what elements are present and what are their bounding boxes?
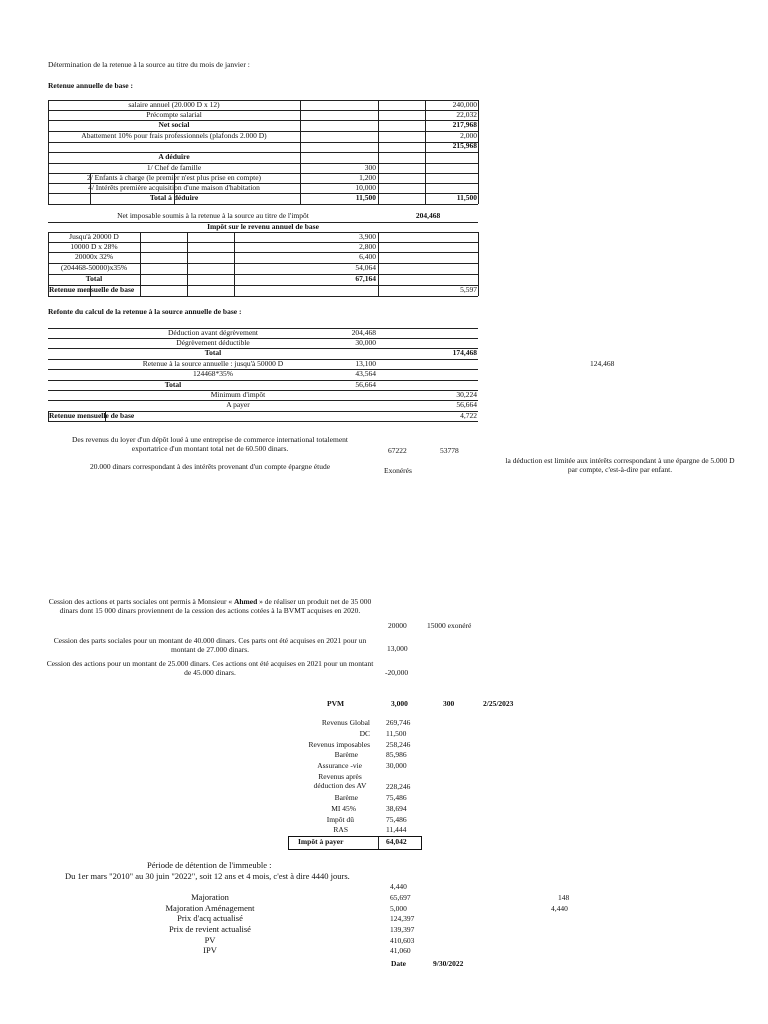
calc-label: Revenus Global	[321, 718, 370, 727]
immeuble-value: 41,060	[390, 946, 411, 955]
immeuble-value: 139,397	[390, 925, 415, 934]
exoneres-label: Exonérés	[384, 466, 412, 475]
refonte-row-value: 204,468	[351, 328, 376, 337]
deduction-label: 1/ Chef de famille	[146, 163, 202, 172]
row-label: Abattement 10% pour frais professionnels (plafonds 2.000 D)	[81, 131, 267, 140]
immeuble-value: 410,603	[390, 936, 415, 945]
bracket-label: 10000 D x 28%	[70, 242, 118, 251]
calc-value: 38,694	[386, 804, 407, 813]
bracket-value: 54,064	[355, 263, 376, 272]
monthly-retenue-value: 5,597	[460, 285, 477, 294]
immeuble-label: Majoration	[191, 892, 229, 902]
pvm-value-2: 300	[443, 699, 455, 708]
brackets-total-label: Total	[85, 274, 103, 283]
row-value: 217,968	[452, 120, 477, 129]
calc-value: 30,000	[386, 761, 407, 770]
calc-value: 75,486	[386, 793, 407, 802]
calc-label: Impôt dû	[326, 815, 354, 824]
side-value: 124,468	[590, 359, 615, 368]
side-value-4440: 4,440	[551, 904, 568, 913]
calc-value: 75,486	[386, 815, 407, 824]
calc-value: 11,500	[386, 729, 407, 738]
row-value: 22,032	[456, 110, 477, 119]
refonte-row-value: 30,000	[355, 338, 376, 347]
row-label: salaire annuel (20.000 D x 12)	[128, 100, 220, 109]
calc-label: DC	[359, 729, 370, 738]
impot-a-payer-value: 64,042	[386, 837, 407, 846]
bracket-value: 6,400	[359, 252, 376, 261]
immeuble-label: Prix de revient actualisé	[169, 924, 251, 934]
calc-value: 228,246	[386, 782, 411, 791]
date-value: 9/30/2022	[433, 959, 464, 968]
epargne-note: la déduction est limitée aux intérêts correspondant à une épargne de 5.000 D par compte, c'est-à-dire par enfant.	[505, 456, 735, 474]
cession-text-1: Cession des actions et parts sociales ont permis à Monsieur « Ahmed » de réaliser un produit net de 35 000 dinars dont 15 000 dinars proviennent de la cession des actions cotées à la BVMT acquises en 2020.	[48, 597, 372, 615]
row-value: 215,968	[452, 141, 477, 150]
brackets-total-value: 67,164	[355, 274, 376, 283]
total-deduction-value: 11,500	[355, 193, 376, 202]
minimum-impot-label: Minimum d'impôt	[210, 390, 266, 399]
total-deduction-label: Total à déduire	[149, 193, 199, 202]
immeuble-value: 124,397	[390, 914, 415, 923]
row-label: Précompte salarial	[146, 110, 202, 119]
refonte-total-value: 174,468	[452, 348, 477, 357]
calc-label: Revenus après déduction des AV	[313, 772, 367, 790]
calc-label: Barème	[334, 750, 358, 759]
refonte-row-label: Déduction avant dégrèvement	[168, 328, 258, 337]
immeuble-label: IPV	[203, 945, 217, 955]
loyer-value-1: 67222	[388, 446, 407, 455]
refonte-row-label: 124468*35%	[193, 369, 233, 378]
calc-value: 258,246	[386, 740, 411, 749]
periode-days: 4,440	[390, 882, 407, 891]
monthly-retenue-label-2: Retenue mensuelle de base	[49, 411, 135, 420]
loyer-value-2: 53778	[440, 446, 459, 455]
refonte-total2-label: Total	[164, 380, 182, 389]
refonte-total2-value: 56,664	[355, 380, 376, 389]
bracket-label: Jusqu'à 20000 D	[69, 232, 119, 241]
row-label: Net social	[158, 120, 190, 129]
refonte-total-label: Total	[204, 348, 222, 357]
cession-value-1b: 15000 exonéré	[427, 621, 472, 630]
immeuble-label: Prix d'acq actualisé	[177, 913, 243, 923]
document-heading: Détermination de la retenue à la source au titre du mois de janvier :	[48, 60, 250, 69]
row-value: 2,000	[460, 131, 477, 140]
total-deduction-value-2: 11,500	[456, 193, 477, 202]
monthly-retenue-value-2: 4,722	[460, 411, 477, 420]
deduction-value: 1,200	[359, 173, 376, 182]
monthly-retenue-label: Retenue mensuelle de base	[49, 285, 135, 294]
calc-label: RAS	[333, 825, 348, 834]
date-label: Date	[391, 959, 406, 968]
impot-a-payer-label: Impôt à payer	[298, 837, 344, 846]
immeuble-label: PV	[204, 935, 216, 945]
refonte-row-label: Dégrèvement déductible	[176, 338, 250, 347]
deduction-label: 2/ Enfants à charge (le premier n'est plus prise en compte)	[86, 173, 262, 182]
side-value-148: 148	[558, 893, 570, 902]
row-value: 240,000	[452, 100, 477, 109]
section-title-refonte: Refonte du calcul de la retenue à la source annuelle de base :	[48, 307, 242, 316]
deduction-label: 4/ Intérêts première acquisition d'une maison d'habitation	[88, 183, 260, 192]
impot-annuel-label: Impôt sur le revenu annuel de base	[207, 222, 319, 231]
refonte-row-value: 43,564	[355, 369, 376, 378]
calc-label: Revenus imposables	[308, 740, 370, 749]
cession-value-3: -20,000	[385, 668, 409, 677]
deduction-value: 300	[364, 163, 376, 172]
a-payer-value: 56,664	[456, 400, 477, 409]
cession-text-2: Cession des parts sociales pour un montant de 40.000 dinars. Ces parts ont été acquises en 2021 pour un montant de 27.000 dinars.	[53, 636, 367, 654]
immeuble-label: Majoration Aménagement	[165, 903, 255, 913]
section-title-retenue-annuelle: Retenue annuelle de base :	[48, 81, 133, 90]
minimum-impot-value: 30,224	[456, 390, 477, 399]
immeuble-value: 5,000	[390, 904, 407, 913]
cession-value-2: 13,000	[387, 644, 408, 653]
cession-text-3: Cession des actions pour un montant de 25.000 dinars. Ces actions ont été acquises en 2021 pour un montant de 45.000 dinars.	[46, 659, 374, 677]
bracket-value: 2,800	[359, 242, 376, 251]
net-imposable-value: 204,468	[415, 211, 441, 220]
deduction-value: 10,000	[355, 183, 376, 192]
pvm-date: 2/25/2023	[483, 699, 514, 708]
calc-label: Barème	[334, 793, 358, 802]
a-payer-label: A payer	[226, 400, 250, 409]
calc-label: MI 45%	[331, 804, 356, 813]
bracket-value: 3,900	[359, 232, 376, 241]
refonte-row-label: Retenue à la source annuelle : jusqu'à 50000 D	[142, 359, 284, 368]
calc-label: Assurance -vie	[317, 761, 362, 770]
cession-value-1: 20000	[388, 621, 407, 630]
periode-text: Du 1er mars "2010" au 30 juin "2022", soit 12 ans et 4 mois, c'est à dire 4440 jours.	[65, 871, 350, 881]
bracket-label: (204468-50000)x35%	[60, 263, 128, 272]
refonte-row-value: 13,100	[355, 359, 376, 368]
loyer-text: Des revenus du loyer d'un dépôt loué à une entreprise de commerce international totalement exportatrice d'un montant total net de 60.500 dinars.	[71, 435, 349, 453]
row-label: A déduire	[158, 152, 190, 161]
immeuble-value: 65,697	[390, 893, 411, 902]
pvm-value-1: 3,000	[391, 699, 408, 708]
calc-value: 11,444	[386, 825, 407, 834]
periode-title: Période de détention de l'immeuble :	[147, 860, 272, 870]
pvm-label: PVM	[327, 699, 345, 708]
calc-value: 85,986	[386, 750, 407, 759]
bracket-label: 20000x 32%	[74, 252, 114, 261]
calc-value: 269,746	[386, 718, 411, 727]
net-imposable-label: Net imposable soumis à la retenue à la source au titre de l'impôt	[117, 211, 309, 220]
epargne-text: 20.000 dinars correspondant à des intérêts provenant d'un compte épargne étude	[89, 462, 331, 471]
